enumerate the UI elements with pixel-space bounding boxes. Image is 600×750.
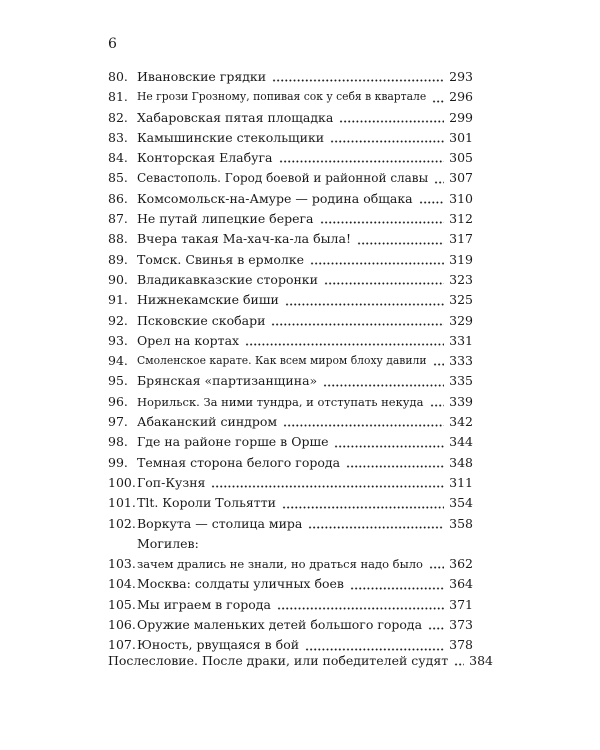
dot-leader <box>323 384 444 387</box>
dot-leader <box>282 506 444 509</box>
entry-title: Москва: солдаты уличных боев <box>137 576 344 592</box>
dot-leader <box>419 201 445 204</box>
dot-leader <box>283 424 444 427</box>
dot-leader <box>346 465 444 468</box>
entry-page: 325 <box>449 292 473 308</box>
entry-title: Не грози Грозному, попивая сок у себя в квартале <box>137 90 427 104</box>
entry-number: 90. <box>108 271 128 287</box>
toc-entry[interactable] <box>108 87 473 107</box>
dot-leader <box>454 663 464 666</box>
toc-entry[interactable] <box>108 534 473 575</box>
entry-page: 305 <box>449 150 473 166</box>
entry-title: Ивановские грядки <box>137 69 267 84</box>
toc-entry[interactable] <box>108 574 473 594</box>
toc-entry[interactable] <box>108 331 473 351</box>
entry-page: 307 <box>449 170 473 186</box>
dot-leader <box>285 303 444 306</box>
entry-number: 95. <box>108 373 128 389</box>
toc-entry[interactable] <box>108 514 473 534</box>
entry-number: 83. <box>108 129 128 145</box>
table-of-contents <box>108 67 473 656</box>
entry-page: 371 <box>449 596 473 612</box>
entry-title: Томск. Свинья в ермолке <box>137 251 305 267</box>
toc-entry[interactable] <box>108 250 473 270</box>
afterword-entry[interactable] <box>108 651 493 671</box>
toc-entry[interactable] <box>108 453 473 473</box>
toc-entry[interactable] <box>108 189 473 209</box>
entry-page: 362 <box>449 556 473 572</box>
entry-page: 311 <box>449 474 473 490</box>
toc-entry[interactable] <box>108 371 473 391</box>
entry-title: Мы играем в города <box>137 596 271 612</box>
entry-number: 102. <box>108 515 136 531</box>
entry-title: Воркута — столица мира <box>137 515 303 531</box>
entry-title: Псковские скобари <box>137 312 266 328</box>
entry-page: 323 <box>449 271 473 287</box>
dot-leader <box>310 262 444 265</box>
entry-number: 81. <box>108 89 128 105</box>
dot-leader <box>430 404 445 407</box>
entry-page: 373 <box>449 617 473 633</box>
entry-number: 93. <box>108 332 128 348</box>
toc-entry[interactable] <box>108 595 473 615</box>
entry-title: Конторская Елабуга <box>137 150 273 166</box>
entry-number: 80. <box>108 69 128 84</box>
entry-title: Владикавказские сторонки <box>137 271 318 287</box>
entry-number: 94. <box>108 353 128 369</box>
entry-page: 348 <box>449 454 473 470</box>
dot-leader <box>279 160 445 163</box>
entry-title: Абаканский синдром <box>137 414 278 430</box>
toc-entry[interactable] <box>108 229 473 249</box>
entry-page: 364 <box>449 576 473 592</box>
entry-page: 293 <box>449 69 473 84</box>
entry-page: 299 <box>449 109 473 125</box>
entry-title: Хабаровская пятая площадка <box>137 109 334 125</box>
afterword-title: Послесловие. После драки, или победителей судят <box>108 653 449 668</box>
toc-entry[interactable] <box>108 128 473 148</box>
entry-number: 84. <box>108 150 128 166</box>
entry-number: 101. <box>108 495 136 511</box>
entry-title: Гоп-Кузня <box>137 474 206 490</box>
entry-page: 329 <box>449 312 473 328</box>
entry-number: 99. <box>108 454 128 470</box>
entry-page: 312 <box>449 211 473 227</box>
toc-entry[interactable] <box>108 290 473 310</box>
entry-title: Смоленское карате. Как всем миром блоху давили <box>137 354 427 368</box>
entry-page: 319 <box>449 251 473 267</box>
entry-number: 88. <box>108 231 128 247</box>
entry-number: 91. <box>108 292 128 308</box>
entry-number: 103. <box>108 556 136 572</box>
entry-title: Tlt. Короли Тольятти <box>137 495 276 511</box>
entry-title: Нижнекамские биши <box>137 292 279 308</box>
toc-entry[interactable] <box>108 473 473 493</box>
entry-number: 87. <box>108 211 128 227</box>
dot-leader <box>350 587 444 590</box>
entry-page: 339 <box>449 393 473 409</box>
entry-number: 104. <box>108 576 136 592</box>
dot-leader <box>245 343 444 346</box>
toc-entry[interactable] <box>108 432 473 452</box>
entry-number: 100. <box>108 474 136 490</box>
dot-leader <box>271 323 444 326</box>
entry-number: 98. <box>108 434 128 450</box>
entry-title-line1: Могилев: <box>137 535 199 551</box>
toc-entry[interactable] <box>108 168 473 188</box>
entry-page: 354 <box>449 495 473 511</box>
toc-entry[interactable] <box>108 148 473 168</box>
entry-number: 92. <box>108 312 128 328</box>
entry-title: Брянская «партизанщина» <box>137 373 318 389</box>
toc-entry[interactable] <box>108 493 473 513</box>
toc-entry[interactable] <box>108 270 473 290</box>
entry-number: 86. <box>108 190 128 206</box>
entry-title: Где на районе горше в Орше <box>137 434 329 450</box>
entry-title: Комсомольск-на-Амуре — родина общака <box>137 190 413 206</box>
entry-page: 358 <box>449 515 473 531</box>
dot-leader <box>330 140 444 143</box>
toc-entry[interactable] <box>108 209 473 229</box>
dot-leader <box>211 485 444 488</box>
toc-entry[interactable] <box>108 392 473 412</box>
entry-title: Орел на кортах <box>137 332 240 348</box>
entry-title: Севастополь. Город боевой и районной славы <box>137 171 429 186</box>
dot-leader <box>324 282 444 285</box>
entry-page: 333 <box>449 353 473 369</box>
entry-number: 105. <box>108 596 136 612</box>
toc-entry[interactable] <box>108 412 473 432</box>
entry-title: Не путай липецкие берега <box>137 211 314 227</box>
dot-leader <box>429 566 444 569</box>
entry-page: 342 <box>449 414 473 430</box>
dot-leader <box>308 526 444 529</box>
entry-page: 344 <box>449 434 473 450</box>
dot-leader <box>432 100 444 103</box>
entry-page: 310 <box>449 190 473 206</box>
entry-page: 317 <box>449 231 473 247</box>
dot-leader <box>428 627 444 630</box>
entry-number: 107. <box>108 637 136 653</box>
dot-leader <box>320 221 445 224</box>
dot-leader <box>433 363 445 366</box>
afterword-page: 384 <box>469 653 493 668</box>
entry-number: 97. <box>108 414 128 430</box>
entry-number: 82. <box>108 109 128 125</box>
entry-page: 378 <box>449 637 473 653</box>
entry-page: 331 <box>449 332 473 348</box>
entry-number: 89. <box>108 251 128 267</box>
toc-entry[interactable] <box>108 311 473 331</box>
dot-leader <box>334 445 444 448</box>
dot-leader <box>434 181 444 184</box>
dot-leader <box>357 242 444 245</box>
dot-leader <box>277 607 444 610</box>
entry-title: Оружие маленьких детей большого города <box>137 617 423 633</box>
entry-title: Норильск. За ними тундра, и отступать некуда <box>137 394 424 409</box>
entry-page: 301 <box>449 129 473 145</box>
entry-title: Темная сторона белого города <box>137 454 341 470</box>
entry-title: Камышинские стекольщики <box>137 129 325 145</box>
dot-leader <box>339 120 444 123</box>
toc-entry[interactable] <box>108 108 473 128</box>
entry-title: Юность, рвущаяся в бой <box>137 637 300 653</box>
entry-title: Вчера такая Ма-хач-ка-ла была! <box>137 231 351 247</box>
toc-entry[interactable] <box>108 615 473 635</box>
entry-page: 335 <box>449 373 473 389</box>
entry-number: 85. <box>108 170 128 186</box>
toc-entry[interactable] <box>108 351 473 371</box>
entry-page: 296 <box>449 89 473 105</box>
dot-leader <box>272 79 444 82</box>
toc-entry[interactable] <box>108 67 473 87</box>
page-number: 6 <box>108 36 117 52</box>
entry-number: 96. <box>108 393 128 409</box>
entry-number: 106. <box>108 617 136 633</box>
entry-title: зачем дрались не знали, но драться надо было <box>137 557 423 572</box>
